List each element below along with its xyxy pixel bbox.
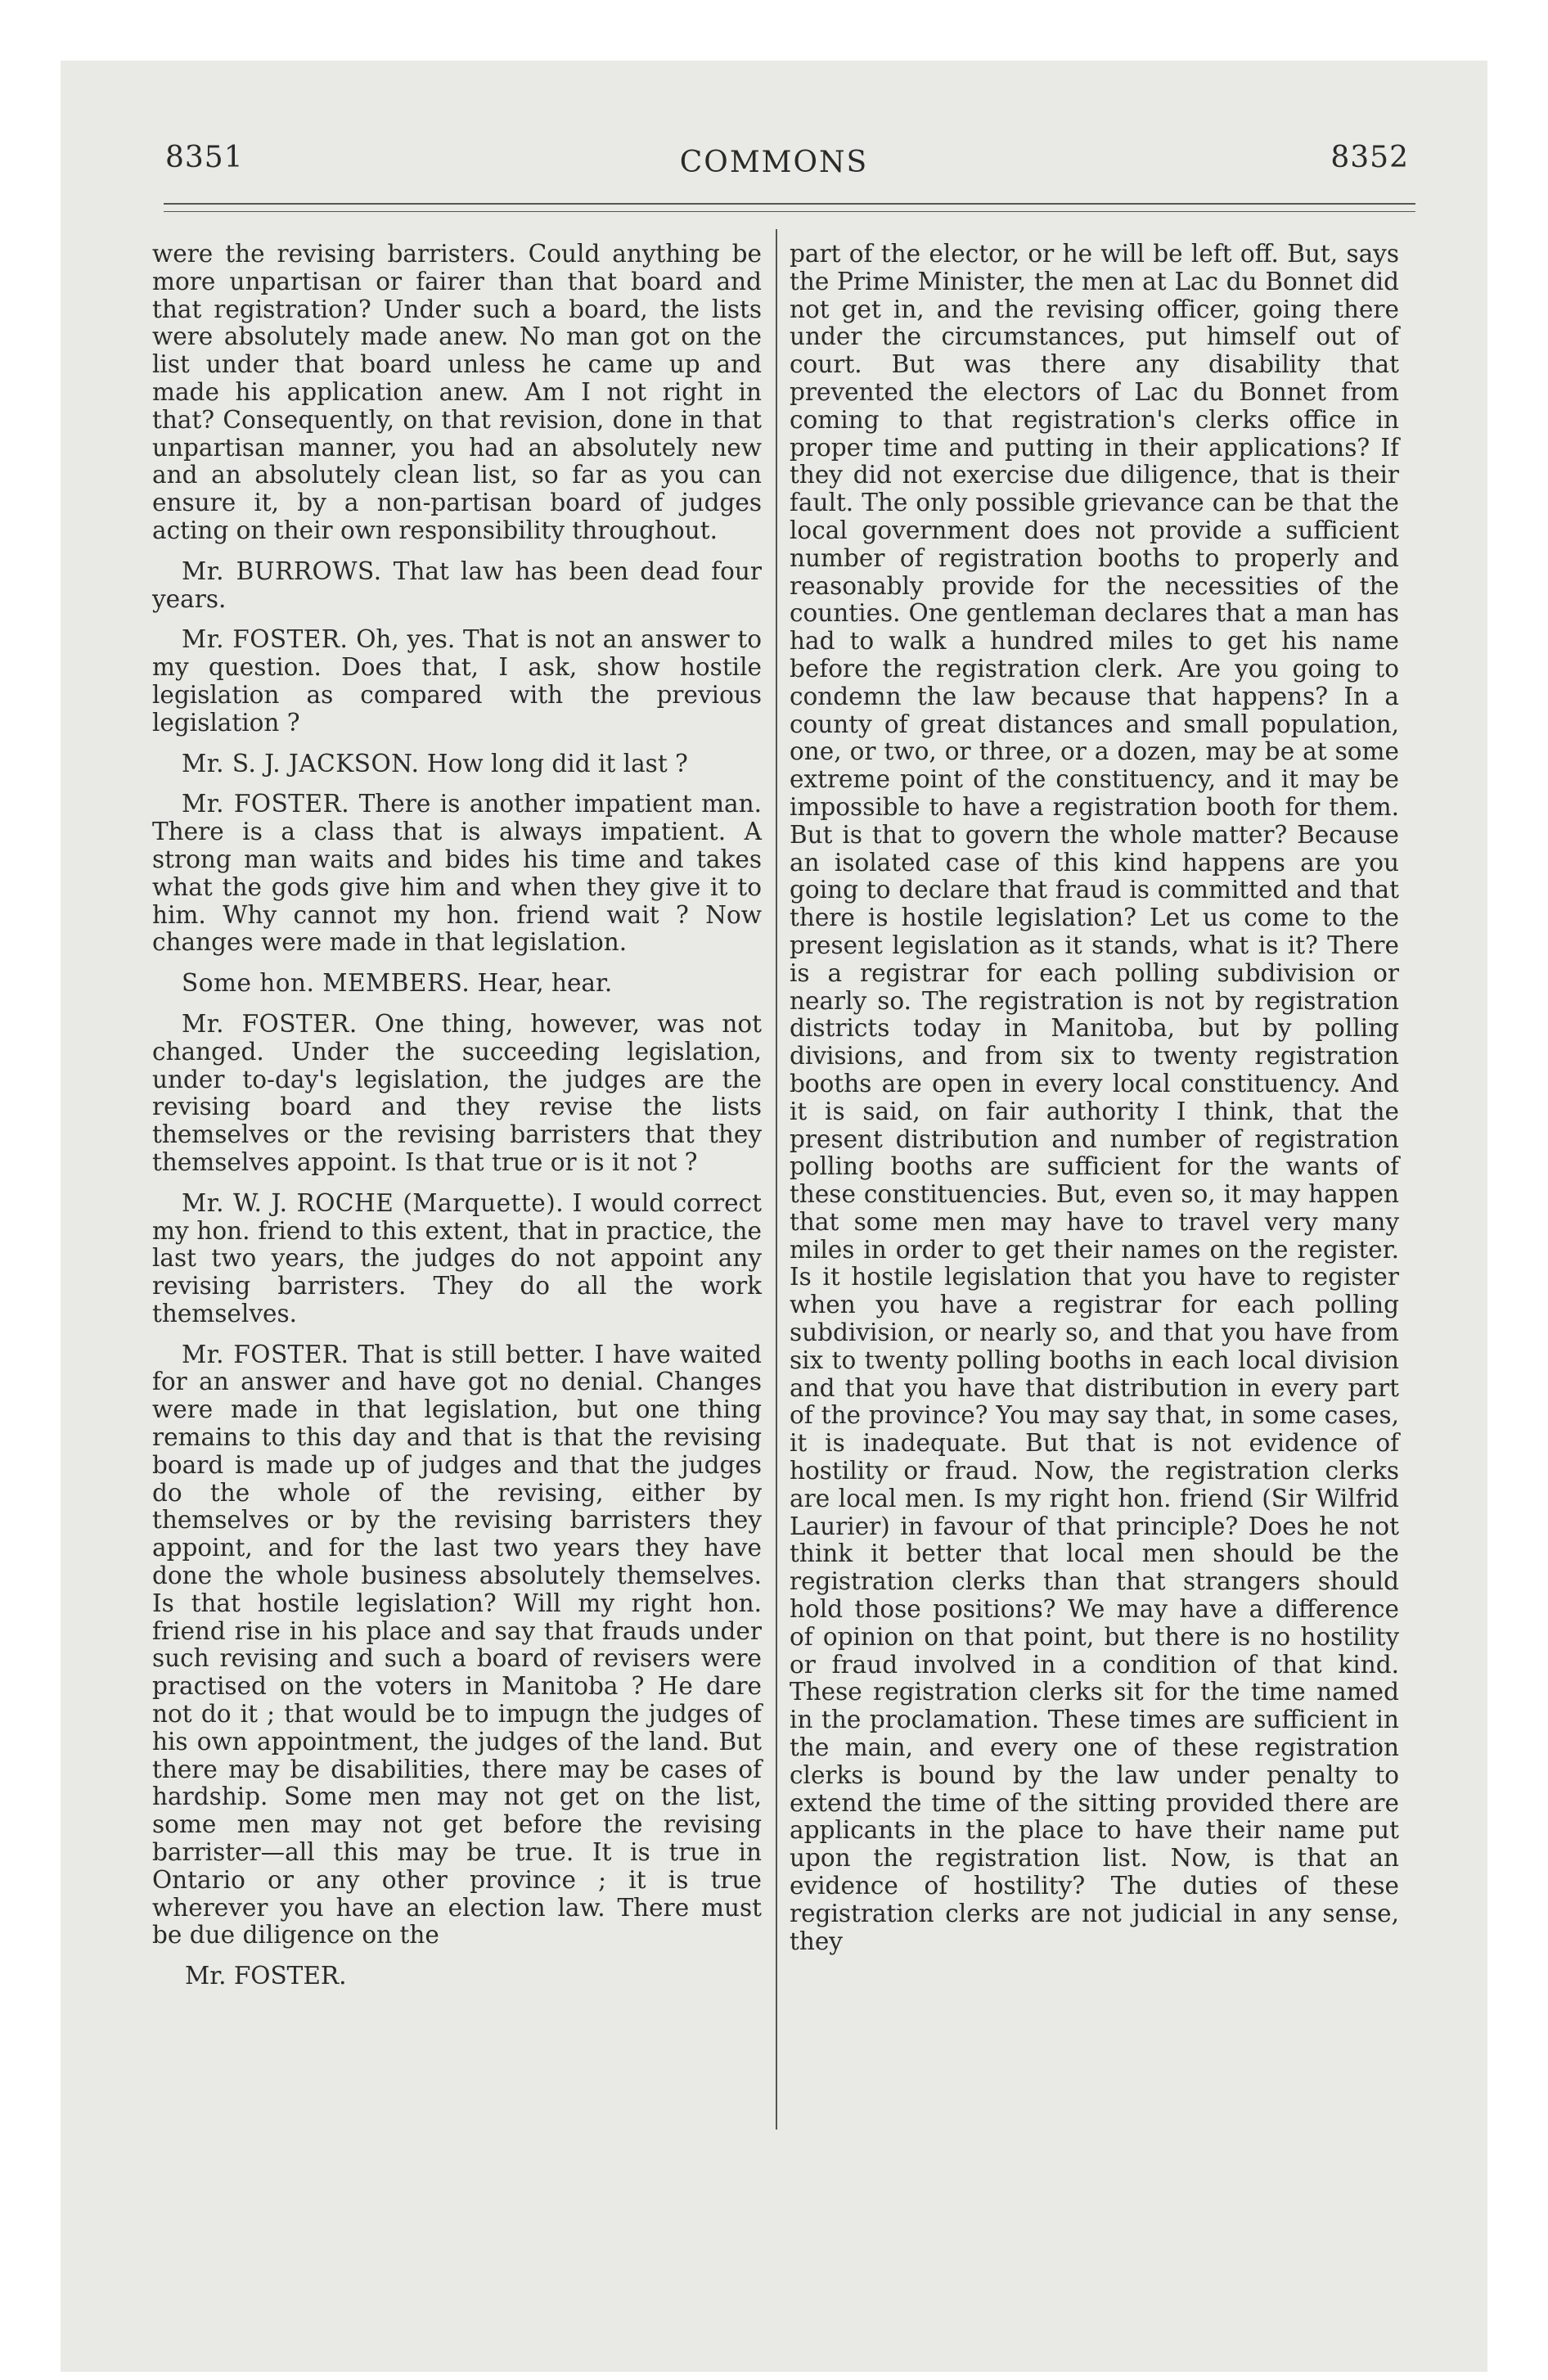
paragraph [152,791,762,957]
speech-text: One thing, however, was not changed. Under the succeeding legislation, under to-day's legislation, the judges are the revising board and they revise the lists themselves or the revising barristers that they themselves appoint. Is that true or is it not ? [152,1009,763,1176]
catchword: Mr. FOSTER. [185,1962,347,1990]
paragraph [152,970,762,998]
speaker-name: Mr. W. J. ROCHE (Marquette). [182,1188,565,1217]
paragraph [152,1341,762,1950]
paragraph [152,1011,762,1177]
speaker-name: Some hon. MEMBERS. [182,969,470,998]
column-divider [776,229,777,2130]
speech-text: That is still better. I have waited for an answer and have got no denial. Changes were made in that legislation, but one thing remains to this day and that is that the revising board is made up of judges and that the judges do the whole of the revising, either by themselves or by the revising barristers they appoint, and for the last two years they have done the whole business absolutely themselves. Is that hostile legislation? Will my right hon. friend rise in his place and say that frauds under such revising and such a board of revisers were practised on the voters in Manitoba ? He dare not do it ; that would be to impugn the judges of his own appointment, the judges of the land. But there may be disabilities, there may be cases of hardship. Some men may not get on the list, some men may not get before the revising barrister—all this may be true. It is true in Ontario or any other province ; it is true wherever you have an election law. There must be due diligence on the [152,1340,763,1950]
paragraph: part of the elector, or he will be left off. But, says the Prime Minister, the men at Lac du Bonnet did not get in, and the revising officer, going there under the circumstances, put himself out of court. But was there any disability that prevented the electors of Lac du Bonnet from coming to that registration's clerks office in proper time and putting in their applications? If they did not exercise due diligence, that is their fault. The only possible grievance can be that the local government does not provide a sufficient number of registration booths to properly and reasonably provide for the necessities of the counties. One gentleman declares that a man has had to walk a hundred miles to get his name before the registration clerk. Are you going to condemn the law because that happens? In a county of great distances and small population, one, or two, or three, or a dozen, may be at some extreme point of the constituency, and it may be impossible to have a registration booth for them. But is that to govern the whole matter? Because an isolated case of this kind happens are you going to declare that fraud is committed and that there is hostile legislation? Let us come to the present legislation as it stands, what is it? There is a registrar for each polling subdivision or nearly so. The registration is not by registration districts today in Manitoba, but by polling divisions, and from six to twenty registration booths are open in every local constituency. And it is said, on fair authority I think, that the present distribution and number of registration polling booths are sufficient for the wants of these constituencies. But, even so, it may happen that some men may have to travel very many miles in order to get their names on the register. Is it hostile legislation that you have to register when you have a registrar for each polling subdivision, or nearly so, and that you have from six to twenty polling booths in each local division and that you have that distribution in every part of the province? You may say that, in some cases, it is inadequate. But that is not evidence of hostility or fraud. Now, the registration clerks are local men. Is my right hon. friend (Sir Wilfrid Laurier) in favour of that principle? Does he not think it better that local men should be the registration clerks than that strangers should hold those positions? We may have a difference of opinion on that point, but there is no hostility or fraud involved in a condition of that kind. These registration clerks sit for the time named in the proclamation. These times are sufficient in the main, and every one of these registration clerks is bound by the law under penalty to extend the time of the sitting provided there are applicants in the place to have their name put upon the registration list. Now, is that an evidence of hostility? The duties of these registration clerks are not judicial in any sense, they [790,240,1399,1955]
speaker-name: Mr. BURROWS. [182,557,382,585]
speech-text: How long did it last ? [419,749,688,778]
header-rule [164,203,1415,205]
right-column [790,241,1399,1968]
speech-text: I would correct my hon. friend to this extent, that in practice, the last two years, the judges do not appoint any revising barristers. They do all the work themselves. [152,1188,762,1327]
right-page-number: 8352 [1330,141,1409,174]
speech-text: That law has been dead four years. [152,557,763,613]
speaker-name: Mr. FOSTER. [182,790,350,818]
speaker-name: Mr. FOSTER. [182,1340,349,1368]
left-page-number: 8351 [165,141,244,174]
speech-text: There is another impatient man. There is a class that is always impatient. A strong man waits and bides his time and takes what the gods give him and when they give it to him. Why cannot my hon. friend wait ? Now changes were made in that legislation. [152,790,763,957]
paragraph: were the revising barristers. Could anything be more unpartisan or fairer than that board and that registration? Under such a board, the lists were absolutely made anew. No man got on the list under that board unless he came up and made his application anew. Am I not right in that? Consequently, on that revision, done in that unpartisan manner, you had an absolutely new and an absolutely clean list, so far as you can ensure it, by a non-partisan board of judges acting on their own responsibility throughout. [152,240,762,544]
paragraph [152,558,762,614]
speech-text: Hear, hear. [470,969,613,998]
left-column [152,241,762,2004]
running-head: COMMONS [679,146,869,179]
paragraph [152,1190,762,1328]
speaker-name: Mr. S. J. JACKSON. [182,749,420,778]
speaker-name: Mr. FOSTER. [182,1009,358,1038]
speaker-name: Mr. FOSTER. [182,625,349,654]
paragraph [152,626,762,737]
header-rule-thin [164,211,1415,212]
speech-text: Oh, yes. That is not an answer to my question. Does that, I ask, show hostile legislation as compared with the previous legislation ? [152,625,763,737]
paragraph [152,751,762,778]
